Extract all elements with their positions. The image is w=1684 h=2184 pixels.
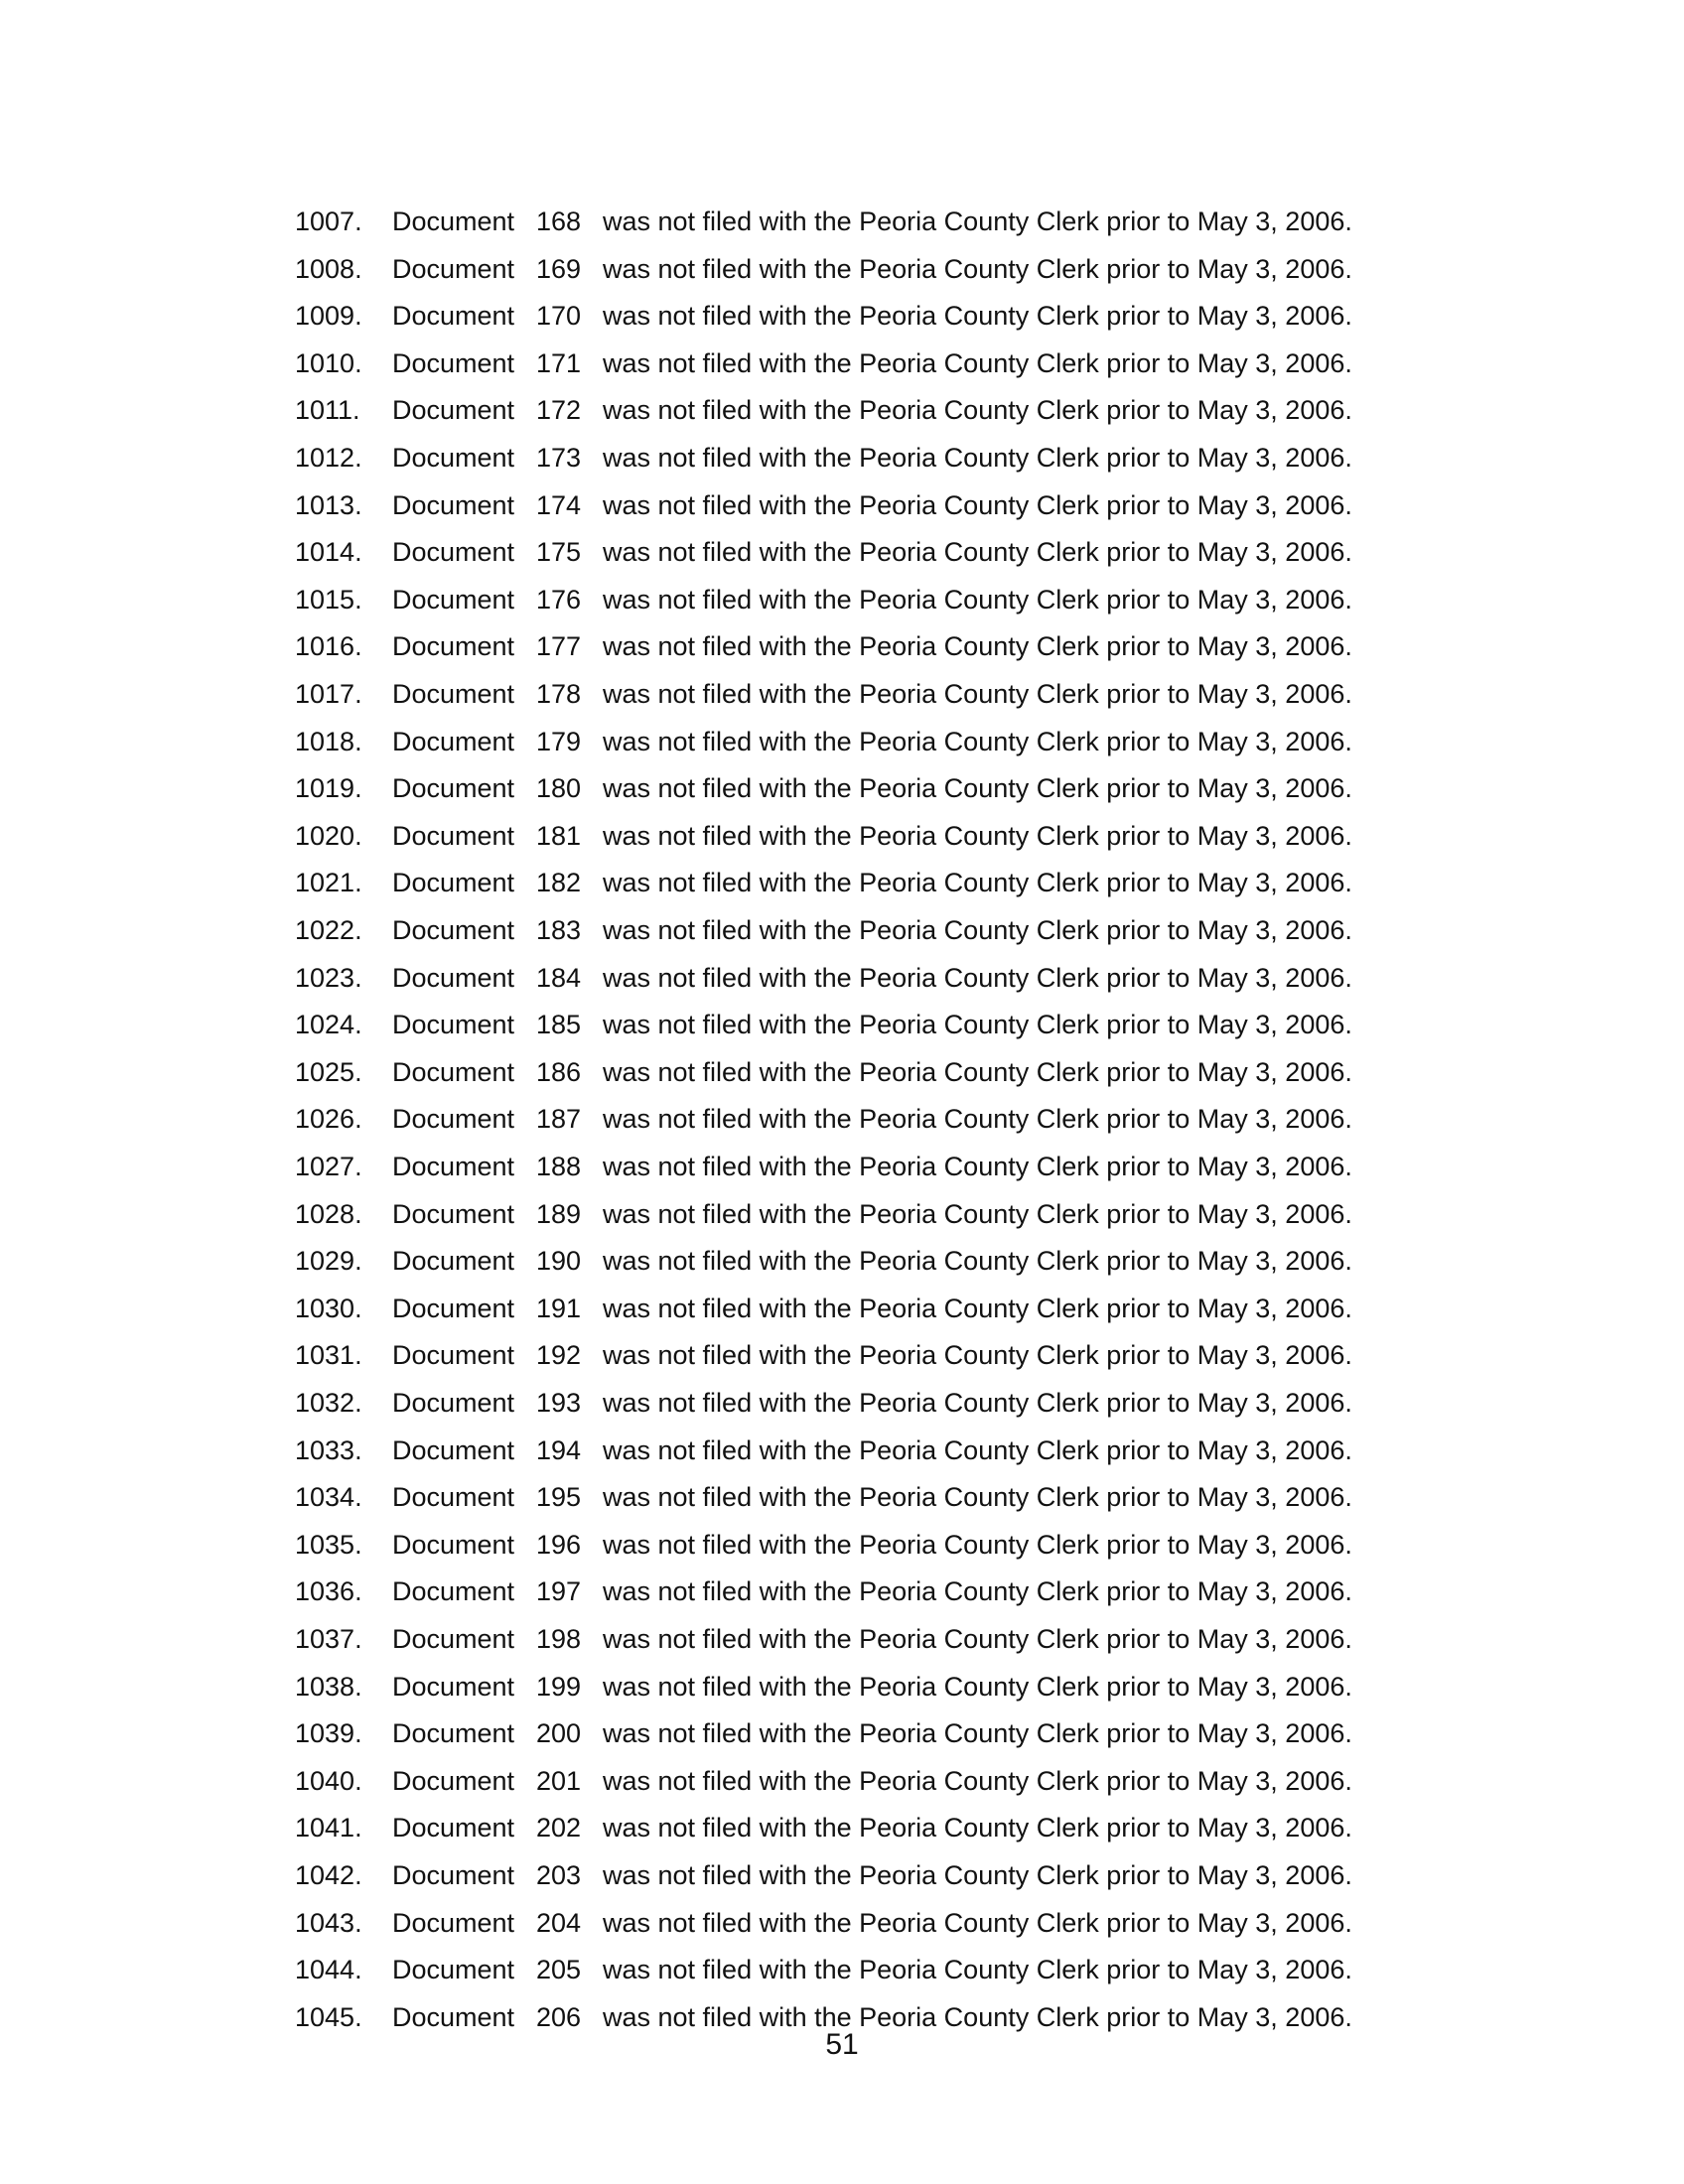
paragraph-number: 1040. [295, 1765, 362, 1796]
document-number: 173 [536, 443, 582, 473]
document-number: 194 [536, 1434, 582, 1465]
document-label: Document [392, 395, 515, 426]
document-label: Document [392, 1010, 515, 1040]
document-label: Document [392, 1907, 515, 1938]
document-number: 192 [536, 1340, 582, 1371]
filing-statement: was not filed with the Peoria County Clerk prior to May 3, 2006. [603, 726, 1352, 756]
document-label: Document [392, 1340, 515, 1371]
paragraph-number: 1027. [295, 1152, 362, 1181]
document-label: Document [392, 962, 515, 993]
list-item [0, 1900, 1684, 1947]
filing-statement: was not filed with the Peoria County Clerk prior to May 3, 2006. [603, 1765, 1352, 1796]
filing-statement: was not filed with the Peoria County Clerk prior to May 3, 2006. [603, 915, 1352, 945]
paragraph-number: 1019. [295, 773, 362, 804]
filing-statement: was not filed with the Peoria County Clerk prior to May 3, 2006. [603, 537, 1352, 568]
paragraph-number: 1028. [295, 1198, 362, 1229]
list-item [0, 1144, 1684, 1190]
list-item [0, 1096, 1684, 1143]
list-item [0, 1191, 1684, 1238]
document-label: Document [392, 868, 515, 898]
filing-statement: was not filed with the Peoria County Clerk prior to May 3, 2006. [603, 206, 1352, 236]
document-label: Document [392, 1765, 515, 1796]
filing-statement: was not filed with the Peoria County Clerk prior to May 3, 2006. [603, 1340, 1352, 1371]
document-label: Document [392, 1955, 515, 1985]
document-label: Document [392, 1576, 515, 1607]
paragraph-number: 1010. [295, 347, 362, 378]
list-item [0, 1852, 1684, 1899]
document-label: Document [392, 1104, 515, 1135]
document-label: Document [392, 301, 515, 332]
list-item [0, 813, 1684, 860]
paragraph-number: 1042. [295, 1860, 362, 1890]
document-label: Document [392, 1624, 515, 1654]
paragraph-number: 1013. [295, 489, 362, 520]
list-item [0, 435, 1684, 481]
document-number: 175 [536, 537, 582, 568]
document-label: Document [392, 1434, 515, 1465]
document-label: Document [392, 915, 515, 945]
filing-statement: was not filed with the Peoria County Clerk prior to May 3, 2006. [603, 1813, 1352, 1843]
list-item [0, 1380, 1684, 1427]
paragraph-number: 1043. [295, 1907, 362, 1938]
filing-statement: was not filed with the Peoria County Clerk prior to May 3, 2006. [603, 1907, 1352, 1938]
document-label: Document [392, 1388, 515, 1418]
document-number: 180 [536, 773, 582, 804]
filing-statement: was not filed with the Peoria County Clerk prior to May 3, 2006. [603, 962, 1352, 993]
list-item [0, 1616, 1684, 1663]
filing-statement: was not filed with the Peoria County Clerk prior to May 3, 2006. [603, 1293, 1352, 1323]
list-item [0, 955, 1684, 1002]
filing-statement: was not filed with the Peoria County Clerk prior to May 3, 2006. [603, 489, 1352, 520]
paragraph-number: 1036. [295, 1576, 362, 1607]
document-number: 181 [536, 820, 582, 851]
list-item [0, 1758, 1684, 1805]
paragraph-number: 1039. [295, 1718, 362, 1749]
filing-statement: was not filed with the Peoria County Clerk prior to May 3, 2006. [603, 1718, 1352, 1749]
paragraph-number: 1037. [295, 1624, 362, 1654]
list-item [0, 623, 1684, 670]
document-label: Document [392, 1482, 515, 1513]
filing-statement: was not filed with the Peoria County Clerk prior to May 3, 2006. [603, 773, 1352, 804]
document-number: 198 [536, 1624, 582, 1654]
list-item [0, 1664, 1684, 1710]
paragraph-number: 1008. [295, 253, 362, 284]
paragraph-number: 1021. [295, 868, 362, 898]
paragraph-number: 1018. [295, 726, 362, 756]
document-label: Document [392, 1056, 515, 1087]
filing-statement: was not filed with the Peoria County Clerk prior to May 3, 2006. [603, 631, 1352, 662]
paragraph-number: 1015. [295, 584, 362, 614]
paragraph-number: 1024. [295, 1010, 362, 1040]
document-number: 199 [536, 1671, 582, 1702]
filing-statement: was not filed with the Peoria County Clerk prior to May 3, 2006. [603, 1576, 1352, 1607]
list-item [0, 199, 1684, 245]
document-number: 193 [536, 1388, 582, 1418]
document-number: 168 [536, 206, 582, 236]
list-item [0, 387, 1684, 434]
filing-statement: was not filed with the Peoria County Clerk prior to May 3, 2006. [603, 1671, 1352, 1702]
paragraph-number: 1023. [295, 962, 362, 993]
filing-statement: was not filed with the Peoria County Clerk prior to May 3, 2006. [603, 347, 1352, 378]
paragraph-number: 1044. [295, 1955, 362, 1985]
document-number: 170 [536, 301, 582, 332]
filing-statement: was not filed with the Peoria County Clerk prior to May 3, 2006. [603, 253, 1352, 284]
list-item [0, 860, 1684, 906]
document-number: 186 [536, 1056, 582, 1087]
document-label: Document [392, 1860, 515, 1890]
paragraph-number: 1016. [295, 631, 362, 662]
paragraph-number: 1022. [295, 915, 362, 945]
document-label: Document [392, 2001, 515, 2032]
document-number: 188 [536, 1152, 582, 1181]
paragraph-number: 1031. [295, 1340, 362, 1371]
document-number: 190 [536, 1246, 582, 1277]
document-number: 195 [536, 1482, 582, 1513]
document-label: Document [392, 820, 515, 851]
filing-statement: was not filed with the Peoria County Clerk prior to May 3, 2006. [603, 1624, 1352, 1654]
document-label: Document [392, 1246, 515, 1277]
paragraph-number: 1032. [295, 1388, 362, 1418]
filing-statement: was not filed with the Peoria County Clerk prior to May 3, 2006. [603, 1010, 1352, 1040]
document-label: Document [392, 1152, 515, 1181]
filing-statement: was not filed with the Peoria County Clerk prior to May 3, 2006. [603, 1434, 1352, 1465]
paragraph-number: 1007. [295, 206, 362, 236]
document-number: 201 [536, 1765, 582, 1796]
document-label: Document [392, 443, 515, 473]
document-label: Document [392, 1198, 515, 1229]
document-label: Document [392, 1293, 515, 1323]
document-number: 176 [536, 584, 582, 614]
paragraph-number: 1033. [295, 1434, 362, 1465]
filing-statement: was not filed with the Peoria County Clerk prior to May 3, 2006. [603, 1246, 1352, 1277]
paragraph-number: 1014. [295, 537, 362, 568]
filing-statement: was not filed with the Peoria County Clerk prior to May 3, 2006. [603, 584, 1352, 614]
paragraph-number: 1009. [295, 301, 362, 332]
document-number: 206 [536, 2001, 582, 2032]
list-item [0, 1947, 1684, 1993]
paragraph-number: 1038. [295, 1671, 362, 1702]
document-label: Document [392, 584, 515, 614]
paragraph-number: 1025. [295, 1056, 362, 1087]
filing-statement: was not filed with the Peoria County Clerk prior to May 3, 2006. [603, 395, 1352, 426]
document-number: 204 [536, 1907, 582, 1938]
document-label: Document [392, 773, 515, 804]
document-label: Document [392, 253, 515, 284]
document-number: 205 [536, 1955, 582, 1985]
document-number: 196 [536, 1529, 582, 1560]
list-item [0, 1710, 1684, 1757]
document-label: Document [392, 347, 515, 378]
filing-statement: was not filed with the Peoria County Clerk prior to May 3, 2006. [603, 1056, 1352, 1087]
document-number: 191 [536, 1293, 582, 1323]
document-label: Document [392, 1813, 515, 1843]
list-item [0, 765, 1684, 812]
list-item [0, 907, 1684, 954]
list-item [0, 1474, 1684, 1521]
list-item [0, 341, 1684, 387]
paragraph-number: 1041. [295, 1813, 362, 1843]
paragraph-number: 1035. [295, 1529, 362, 1560]
document-number: 177 [536, 631, 582, 662]
document-number: 187 [536, 1104, 582, 1135]
filing-statement: was not filed with the Peoria County Clerk prior to May 3, 2006. [603, 443, 1352, 473]
filing-statement: was not filed with the Peoria County Clerk prior to May 3, 2006. [603, 1860, 1352, 1890]
paragraph-number: 1011. [295, 395, 360, 426]
filing-statement: was not filed with the Peoria County Clerk prior to May 3, 2006. [603, 2001, 1352, 2032]
list-item [0, 1238, 1684, 1285]
list-item [0, 1049, 1684, 1096]
document-number: 185 [536, 1010, 582, 1040]
filing-statement: was not filed with the Peoria County Clerk prior to May 3, 2006. [603, 1152, 1352, 1181]
filing-statement: was not filed with the Peoria County Clerk prior to May 3, 2006. [603, 1482, 1352, 1513]
list-item [0, 577, 1684, 623]
filing-statement: was not filed with the Peoria County Clerk prior to May 3, 2006. [603, 1388, 1352, 1418]
document-label: Document [392, 537, 515, 568]
paragraph-number: 1017. [295, 679, 362, 709]
document-number: 197 [536, 1576, 582, 1607]
filing-statement: was not filed with the Peoria County Clerk prior to May 3, 2006. [603, 1104, 1352, 1135]
list-item [0, 293, 1684, 340]
document-number: 184 [536, 962, 582, 993]
document-number: 200 [536, 1718, 582, 1749]
list-item [0, 671, 1684, 718]
document-number: 169 [536, 253, 582, 284]
document-number: 178 [536, 679, 582, 709]
list-item [0, 246, 1684, 293]
document-number: 171 [536, 347, 582, 378]
filing-statement: was not filed with the Peoria County Clerk prior to May 3, 2006. [603, 301, 1352, 332]
document-number: 189 [536, 1198, 582, 1229]
list-item [0, 529, 1684, 576]
paragraph-number: 1029. [295, 1246, 362, 1277]
list-item [0, 482, 1684, 529]
list-item [0, 1332, 1684, 1379]
document-label: Document [392, 679, 515, 709]
document-label: Document [392, 489, 515, 520]
document-label: Document [392, 1718, 515, 1749]
paragraph-number: 1020. [295, 820, 362, 851]
document-number: 202 [536, 1813, 582, 1843]
filing-statement: was not filed with the Peoria County Clerk prior to May 3, 2006. [603, 868, 1352, 898]
document-label: Document [392, 631, 515, 662]
page-number: 51 [825, 2028, 859, 2061]
list-item [0, 1428, 1684, 1474]
paragraph-number: 1045. [295, 2001, 362, 2032]
filing-statement: was not filed with the Peoria County Clerk prior to May 3, 2006. [603, 1529, 1352, 1560]
list-item [0, 1002, 1684, 1048]
list-item [0, 1522, 1684, 1569]
document-number: 182 [536, 868, 582, 898]
list-item [0, 1286, 1684, 1332]
filing-statement: was not filed with the Peoria County Clerk prior to May 3, 2006. [603, 1198, 1352, 1229]
document-label: Document [392, 206, 515, 236]
list-item [0, 719, 1684, 765]
filing-statement: was not filed with the Peoria County Clerk prior to May 3, 2006. [603, 1955, 1352, 1985]
filing-statement: was not filed with the Peoria County Clerk prior to May 3, 2006. [603, 679, 1352, 709]
filing-statement: was not filed with the Peoria County Clerk prior to May 3, 2006. [603, 820, 1352, 851]
paragraph-number: 1030. [295, 1293, 362, 1323]
document-number: 172 [536, 395, 582, 426]
document-number: 179 [536, 726, 582, 756]
document-label: Document [392, 1529, 515, 1560]
list-item [0, 1569, 1684, 1615]
document-number: 183 [536, 915, 582, 945]
list-item [0, 1805, 1684, 1851]
paragraph-number: 1012. [295, 443, 362, 473]
document-label: Document [392, 1671, 515, 1702]
paragraph-number: 1026. [295, 1104, 362, 1135]
document-number: 174 [536, 489, 582, 520]
document-label: Document [392, 726, 515, 756]
document-number: 203 [536, 1860, 582, 1890]
paragraph-number: 1034. [295, 1482, 362, 1513]
